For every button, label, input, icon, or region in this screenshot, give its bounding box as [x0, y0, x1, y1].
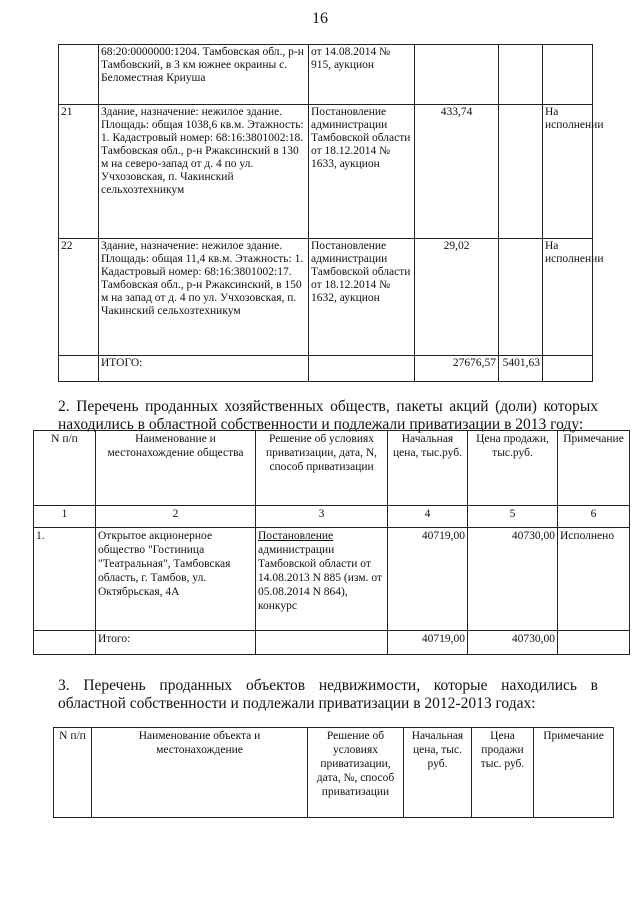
- column-numbers-row: [34, 506, 630, 528]
- column-number: 2: [96, 506, 256, 528]
- total-sale-price: 5401,63: [499, 356, 543, 382]
- privatization-decision: Постановление администрации Тамбовской области от 18.12.2014 № 1632, аукцион: [309, 239, 415, 356]
- column-header-number: N п/п: [34, 431, 96, 506]
- column-number: 4: [388, 506, 468, 528]
- object-description: 68:20:0000000:1204. Тамбовская обл., р-н Тамбовский, в 3 км южнее окраины с. Беломестная Криуша: [99, 45, 309, 105]
- company-name: Открытое акционерное общество "Гостиница "Театральная", Тамбовская область, г. Тамбов, ул. Октябрьская, 4А: [96, 528, 256, 631]
- note: На исполнении: [543, 105, 593, 239]
- heading-line: 3. Перечень проданных объектов недвижимости, которые находились в: [58, 677, 598, 694]
- column-header-start-price: Начальная цена, тыс. руб.: [404, 728, 472, 818]
- objects-table-continuation: [58, 44, 604, 382]
- privatization-decision: от 14.08.2014 № 915, аукцион: [309, 45, 415, 105]
- privatization-decision: Постановление администрации Тамбовской области от 18.12.2014 № 1633, аукцион: [309, 105, 415, 239]
- sale-price: 40730,00: [468, 528, 558, 631]
- total-start-price: 40719,00: [388, 631, 468, 655]
- start-price: 29,02: [415, 239, 499, 356]
- table-header-row: [54, 728, 614, 818]
- object-description: Здание, назначение: нежилое здание. Площадь: общая 11,4 кв.м. Этажность: 1. Кадастровый номер: 68:16:3801002:17. Тамбовская обл., р-н Ржаксинский, в 150 м на запад от д. 4 по ул. Учхозовская, п. Чакинский сельхозтехникум: [99, 239, 309, 356]
- column-number: 1: [34, 506, 96, 528]
- note: [558, 631, 630, 655]
- note: Исполнено: [558, 528, 630, 631]
- section-2-heading: [58, 398, 598, 434]
- privatization-decision: [309, 356, 415, 382]
- decision-link[interactable]: Постановление: [258, 530, 334, 542]
- note: На исполнении: [543, 239, 593, 356]
- row-number: [59, 45, 99, 105]
- start-price: [415, 45, 499, 105]
- column-header-decision: Решение об условиях приватизации, дата, №, способ приватизации: [308, 728, 404, 818]
- note: [543, 45, 593, 105]
- section-3-heading: [58, 677, 598, 713]
- column-header-name: Наименование и местонахождение общества: [96, 431, 256, 506]
- note: [543, 356, 593, 382]
- column-number: 6: [558, 506, 630, 528]
- sale-price: [499, 105, 543, 239]
- total-row: [34, 631, 630, 655]
- row-number: 21: [59, 105, 99, 239]
- heading-line: областной собственности и подлежали приватизации в 2012-2013 годах:: [58, 695, 536, 712]
- row-number: 1.: [34, 528, 96, 631]
- start-price: 433,74: [415, 105, 499, 239]
- heading-line: 2. Перечень проданных хозяйственных обществ, пакеты акций (доли) которых: [58, 398, 598, 415]
- column-header-name: Наименование объекта и местонахождение: [92, 728, 308, 818]
- object-description: Здание, назначение: нежилое здание. Площадь: общая 1038,6 кв.м. Этажность: 1. Кадастровый номер: 68:16:3801002:18. Тамбовская обл., р-н Ржаксинский в 130 м на северо-запад от д. 4 по ул. Учхозовская, п. Чакинский сельхозтехникум: [99, 105, 309, 239]
- row-number: [34, 631, 96, 655]
- column-header-note: Примечание: [558, 431, 630, 506]
- decision-details: администрации Тамбовской области от 14.08.2013 N 885 (изм. от 05.08.2014 N 864), конкурс: [258, 544, 382, 612]
- privatization-decision: [256, 631, 388, 655]
- row-number: 22: [59, 239, 99, 356]
- total-start-price: 27676,57: [415, 356, 499, 382]
- total-label: Итого:: [96, 631, 256, 655]
- row-number: [59, 356, 99, 382]
- column-header-note: Примечание: [534, 728, 614, 818]
- sale-price: [499, 239, 543, 356]
- column-header-number: N п/п: [54, 728, 92, 818]
- column-header-decision: Решение об условиях приватизации, дата, N, способ приватизации: [256, 431, 388, 506]
- start-price: 40719,00: [388, 528, 468, 631]
- real-estate-table: [53, 727, 614, 818]
- table-row: [59, 45, 593, 105]
- table-row: [59, 105, 593, 239]
- table-header-row: [34, 431, 630, 506]
- total-sale-price: 40730,00: [468, 631, 558, 655]
- companies-table: [33, 430, 630, 655]
- column-header-sale-price: Цена продажи тыс. руб.: [472, 728, 534, 818]
- heading-line: находились в областной собственности и подлежали приватизации в 2013 году:: [58, 416, 584, 433]
- table-row: [34, 528, 630, 631]
- total-label: ИТОГО:: [99, 356, 309, 382]
- column-header-start-price: Начальная цена, тыс.руб.: [388, 431, 468, 506]
- total-row: [59, 356, 593, 382]
- column-number: 3: [256, 506, 388, 528]
- table-row: [59, 239, 593, 356]
- column-number: 5: [468, 506, 558, 528]
- sale-price: [499, 45, 543, 105]
- privatization-decision: [256, 528, 388, 631]
- page-number: 16: [312, 10, 328, 27]
- column-header-sale-price: Цена продажи, тыс.руб.: [468, 431, 558, 506]
